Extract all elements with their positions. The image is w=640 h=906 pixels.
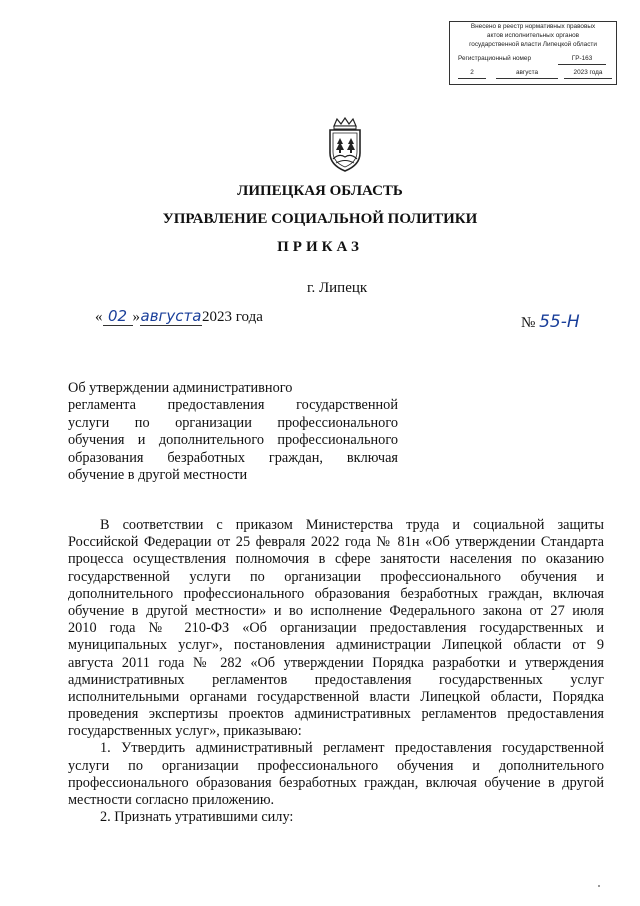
order-date <box>95 307 263 326</box>
body-line: проведения экспертизы проектов административных регламентов предоставления <box>68 706 604 723</box>
stamp-reg-label: Регистрационный номер <box>458 55 532 62</box>
stamp-line-3: государственной власти Липецкой области <box>469 41 597 48</box>
document-type: ПРИКАЗ <box>277 239 363 255</box>
body-line: государственной услуги по организации профессионального обучения и <box>68 568 604 585</box>
title-line: Об утверждении административного <box>68 380 293 396</box>
city-name: г. Липецк <box>307 280 368 296</box>
title-line: образования безработных граждан, включая <box>68 449 398 466</box>
body-line: услуги по организации профессионального обучения и дополнительного <box>68 757 604 774</box>
date-open-quote: « <box>95 309 103 325</box>
stamp-year: 2023 года <box>564 69 612 79</box>
registration-stamp <box>449 21 617 85</box>
body-line: Российской Федерации от 25 февраля 2022 года № 81н «Об утверждении Стандарта <box>68 534 604 551</box>
body-line: местности согласно приложению. <box>68 792 275 808</box>
body-line: 1. Утвердить административный регламент предоставления государственной <box>100 740 604 757</box>
body-line: административных регламентов предоставления государственных услуг <box>68 671 604 688</box>
stamp-line-2: актов исполнительных органов <box>486 32 580 39</box>
body-line: муниципальных услуг», постановления администрации Липецкой области от 9 <box>68 637 604 654</box>
body-line: 2. Признать утратившими силу: <box>100 809 294 826</box>
number-sign: № <box>521 315 536 331</box>
stamp-line-1: Внесено в реестр нормативных правовых <box>470 23 596 30</box>
date-year: 2023 года <box>202 309 263 325</box>
body-line: исполнительными органами государственной власти Липецкой области, Порядка <box>68 688 604 705</box>
date-close-quote: » <box>132 309 140 325</box>
body-line: дополнительного профессионального образования безработных граждан, включая <box>68 585 604 602</box>
body-line: августа 2011 года № 282 «Об утверждении Порядка разработки и утверждения <box>68 654 604 671</box>
stamp-day: 2 <box>458 69 486 79</box>
title-line: обучение в другой местности <box>68 466 248 483</box>
body-line: 2010 года № 210-ФЗ «Об организации предоставления государственных и <box>68 620 604 637</box>
body-line: обучение в другой местности» и во исполнение Федерального закона от 27 июля <box>68 602 604 619</box>
title-line: обучения и дополнительного профессионального <box>68 432 398 449</box>
order-number-block <box>521 312 580 332</box>
order-number: 55-Н <box>539 312 580 332</box>
title-line: услуги по организации профессионального <box>68 414 398 431</box>
body-line: государственных услуг», приказываю: <box>68 723 302 740</box>
coat-of-arms-icon <box>325 117 365 173</box>
title-line: регламента предоставления государственной <box>68 397 398 414</box>
document-body <box>68 517 604 826</box>
stamp-month: августа <box>496 69 558 79</box>
date-month: августа <box>140 307 202 325</box>
body-line: процесса осуществления полномочия в сфере занятости населения по оказанию <box>68 551 604 568</box>
scan-speck <box>598 885 600 887</box>
body-line: В соответствии с приказом Министерства труда и социальной защиты <box>100 517 604 533</box>
document-title <box>68 380 398 484</box>
stamp-reg-number: ГР-163 <box>558 55 606 65</box>
body-line: профессионального образования безработных граждан, включая обучение в другой <box>68 774 604 791</box>
region-name: ЛИПЕЦКАЯ ОБЛАСТЬ <box>237 183 403 199</box>
department-name: УПРАВЛЕНИЕ СОЦИАЛЬНОЙ ПОЛИТИКИ <box>162 211 478 227</box>
date-day: 02 <box>103 307 133 326</box>
